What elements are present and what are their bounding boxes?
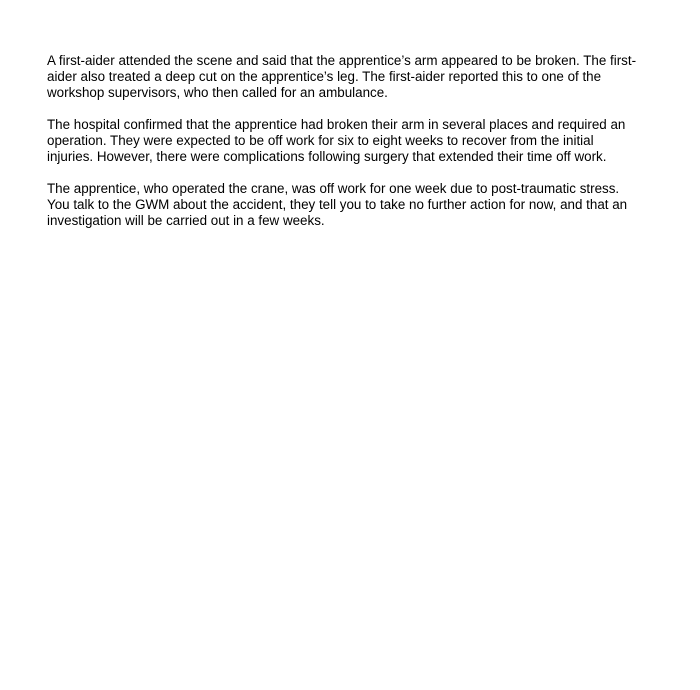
document-body bbox=[47, 53, 679, 245]
paragraph-first-aider: A first-aider attended the scene and said that the apprentice’s arm appeared to be broken. The first- aider also treated a deep cut on the apprentice’s leg. The first-aider reported this to one of the workshop supervisors, who then called for an ambulance. bbox=[47, 53, 637, 100]
paragraph-apprentice: The apprentice, who operated the crane, was off work for one week due to post-traumatic stress. You talk to the GWM about the accident, they tell you to take no further action for now, and that an investigation will be carried out in a few weeks. bbox=[47, 181, 628, 228]
paragraph-hospital: The hospital confirmed that the apprentice had broken their arm in several places and required an operation. They were expected to be off work for six to eight weeks to recover from the initial injuries. However, there were complications following surgery that extended their time off work. bbox=[47, 117, 626, 164]
